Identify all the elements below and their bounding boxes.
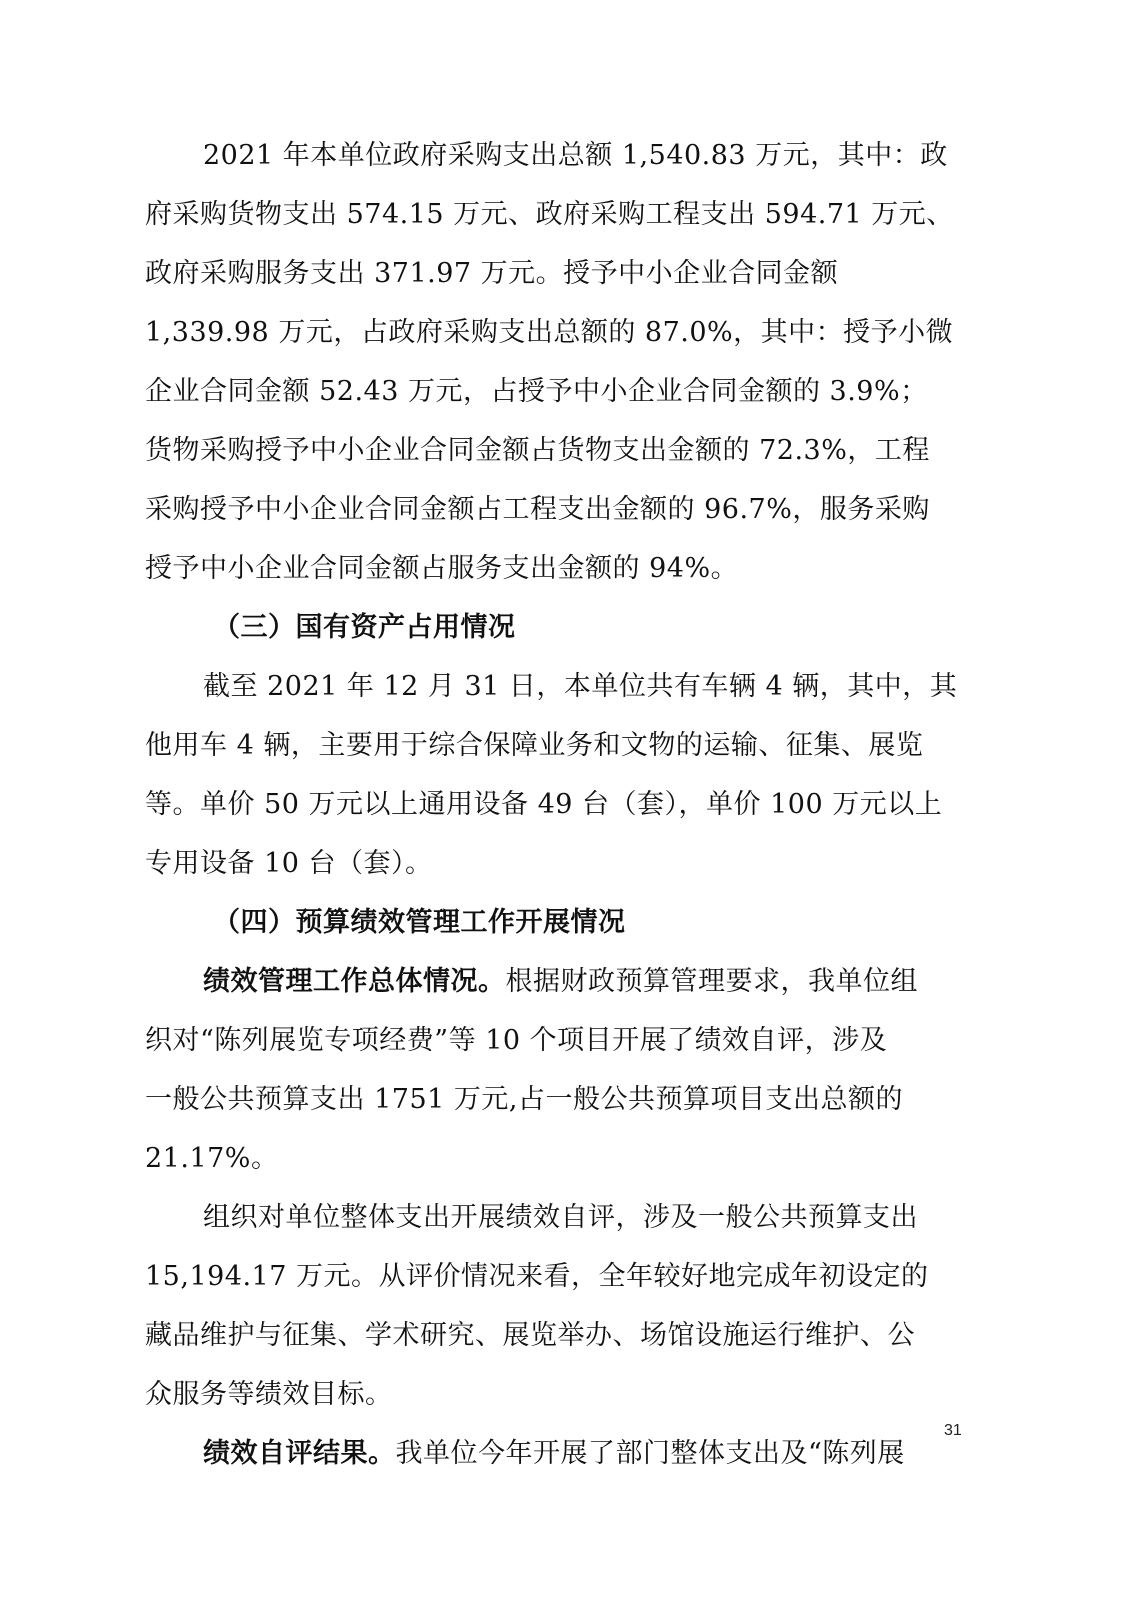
paragraph-line: 等。单价 50 万元以上通用设备 49 台（套），单价 100 万元以上	[145, 789, 943, 820]
paragraph-line: 2021 年本单位政府采购支出总额 1,540.83 万元，其中：政	[203, 140, 948, 171]
paragraph-line: 织对“陈列展览专项经费”等 10 个项目开展了绩效自评，涉及	[145, 1025, 888, 1056]
paragraph-line	[203, 964, 918, 1000]
paragraph-line: 1,339.98 万元，占政府采购支出总额的 87.0%，其中：授予小微	[145, 317, 954, 348]
page-number: 31	[944, 1422, 962, 1439]
paragraph-line: 采购授予中小企业合同金额占工程支出金额的 96.7%，服务采购	[145, 494, 930, 525]
paragraph-line: 府采购货物支出 574.15 万元、政府采购工程支出 594.71 万元、	[145, 199, 954, 230]
paragraph-text: 根据财政预算管理要求，我单位组	[505, 966, 918, 997]
section-heading: （四）预算绩效管理工作开展情况	[213, 907, 626, 938]
paragraph-line: 他用车 4 辆，主要用于综合保障业务和文物的运输、征集、展览	[145, 730, 924, 761]
paragraph-line	[203, 1436, 905, 1472]
paragraph-line: 货物采购授予中小企业合同金额占货物支出金额的 72.3%，工程	[145, 435, 930, 466]
paragraph-line: 众服务等绩效目标。	[145, 1379, 393, 1410]
paragraph-line: 截至 2021 年 12 月 31 日，本单位共有车辆 4 辆，其中，其	[203, 671, 958, 702]
paragraph-line: 专用设备 10 台（套）。	[145, 848, 433, 879]
paragraph-line: 政府采购服务支出 371.97 万元。授予中小企业合同金额	[145, 258, 839, 289]
bold-lead: 绩效管理工作总体情况。	[203, 966, 506, 997]
section-heading: （三）国有资产占用情况	[213, 612, 516, 643]
paragraph-text: 我单位今年开展了部门整体支出及“陈列展	[395, 1438, 905, 1469]
paragraph-line: 组织对单位整体支出开展绩效自评，涉及一般公共预算支出	[203, 1202, 918, 1233]
paragraph-line: 一般公共预算支出 1751 万元,占一般公共预算项目支出总额的	[145, 1084, 903, 1115]
paragraph-line: 藏品维护与征集、学术研究、展览举办、场馆设施运行维护、公	[145, 1320, 915, 1351]
bold-lead: 绩效自评结果。	[203, 1438, 396, 1469]
paragraph-line: 15,194.17 万元。从评价情况来看，全年较好地完成年初设定的	[145, 1261, 929, 1292]
paragraph-line: 21.17%。	[145, 1143, 279, 1174]
paragraph-line: 企业合同金额 52.43 万元，占授予中小企业合同金额的 3.9%；	[145, 376, 928, 407]
paragraph-line: 授予中小企业合同金额占服务支出金额的 94%。	[145, 553, 739, 584]
